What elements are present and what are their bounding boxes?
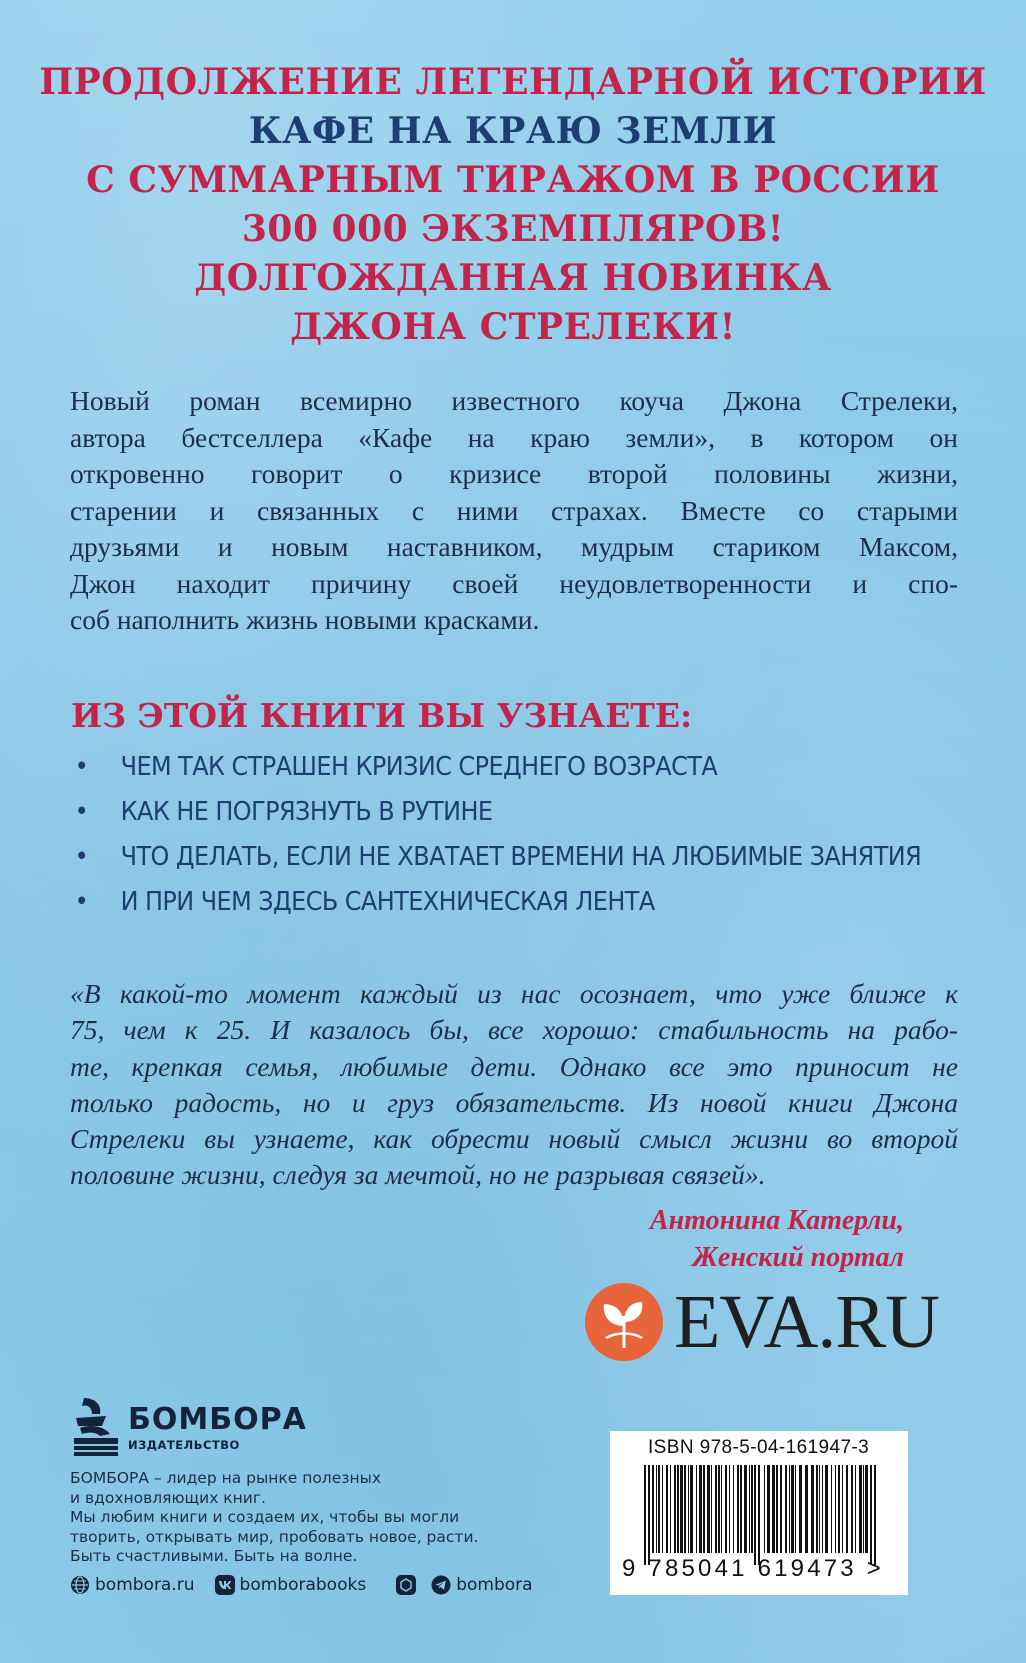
globe-icon	[70, 1575, 90, 1595]
barcode-bar	[785, 1465, 787, 1553]
barcode-bar	[703, 1465, 705, 1553]
bullet-icon: •	[74, 842, 89, 872]
barcode-bar	[652, 1465, 654, 1553]
learn-list	[70, 745, 970, 925]
bombora-wave-icon	[70, 1394, 122, 1458]
about-line: творить, открывать мир, пробовать новое, расти.	[70, 1527, 479, 1546]
barcode-bar	[680, 1465, 683, 1553]
barcode-bar	[725, 1465, 727, 1553]
barcode-bar	[696, 1465, 697, 1553]
barcode-bar	[749, 1465, 750, 1553]
review-author	[650, 1202, 904, 1276]
description-line: соб наполнить жизнь новыми красками.	[70, 604, 540, 635]
eva-ru-logo	[584, 1280, 939, 1364]
barcode-bar	[711, 1465, 712, 1553]
barcode-bar	[791, 1465, 794, 1553]
headline-line-4: 300 000 ЭКЗЕМПЛЯРОВ!	[241, 208, 785, 250]
barcode-bar	[767, 1465, 770, 1553]
barcode-bar	[690, 1465, 693, 1553]
about-line: и вдохновляющих книг.	[70, 1488, 266, 1507]
barcode-bar	[795, 1465, 796, 1553]
learn-title: ИЗ ЭТОЙ КНИГИ ВЫ УЗНАЕТЕ:	[71, 696, 693, 735]
description-line: откровенно говорит о кризисе второй половины жизни,	[70, 458, 958, 489]
about-line: БОМБОРА – лидер на рынке полезных	[70, 1469, 382, 1487]
barcode-bar	[805, 1465, 808, 1553]
barcode-bar	[851, 1465, 853, 1553]
barcode-bar	[835, 1465, 836, 1553]
barcode-bar	[718, 1465, 720, 1553]
barcode-bar	[865, 1465, 868, 1553]
headline-line-6: ДЖОНА СТРЕЛЕКИ!	[290, 306, 736, 348]
barcode-bar	[863, 1465, 864, 1553]
barcode-bar	[846, 1465, 848, 1553]
list-item: • КАК НЕ ПОГРЯЗНУТЬ В РУТИНЕ	[70, 790, 898, 835]
barcode-bar	[772, 1465, 775, 1553]
barcode-bar	[751, 1465, 753, 1553]
barcode-bar	[870, 1465, 872, 1565]
barcode-bar	[677, 1465, 679, 1553]
barcode-bar	[822, 1465, 823, 1553]
headline-line-1: ПРОДОЛЖЕНИЕ ЛЕГЕНДАРНОЙ ИСТОРИИ	[39, 61, 987, 103]
publisher-name: БОМБОРА	[128, 1402, 307, 1437]
barcode-bar	[684, 1465, 686, 1553]
website-label: bombora.ru	[95, 1575, 195, 1595]
messengers-label: bombora	[456, 1575, 533, 1595]
description-line: Джон находит причину своей неудовлетворенности и спо-	[70, 567, 958, 599]
description-line: старении и связанных с ними страхах. Вместе со старыми	[70, 494, 958, 526]
barcode-bar	[838, 1465, 840, 1553]
barcode-bar	[648, 1465, 650, 1565]
barcode-bar	[688, 1465, 689, 1553]
list-item: • И ПРИ ЧЕМ ЗДЕСЬ САНТЕХНИЧЕСКАЯ ЛЕНТА	[70, 880, 898, 925]
barcode	[636, 1465, 884, 1565]
headline-line-5: ДОЛГОЖДАННАЯ НОВИНКА	[194, 257, 832, 299]
list-item: • ЧЕМ ТАК СТРАШЕН КРИЗИС СРЕДНЕГО ВОЗРАСТА	[70, 745, 898, 790]
ean-digits: 9 785041 619473 >	[622, 1555, 884, 1582]
about-line: Мы любим книги и создаем их, чтобы вы могли	[70, 1508, 460, 1527]
bullet-icon: •	[74, 887, 89, 917]
barcode-bar	[825, 1465, 828, 1553]
messengers-icon	[386, 1575, 426, 1595]
barcode-bar	[855, 1465, 856, 1553]
barcode-bar	[842, 1465, 843, 1553]
barcode-bar	[831, 1465, 832, 1553]
quote-line: 75, чем к 25. И казалось бы, все хорошо: стабильность на рабо-	[70, 1014, 958, 1046]
barcode-bar	[740, 1465, 742, 1553]
barcode-bar	[670, 1465, 671, 1553]
quote-line: «В какой-то момент каждый из нас осознает, что уже ближе к	[70, 978, 958, 1009]
barcode-bar	[733, 1465, 734, 1553]
barcode-bar	[859, 1465, 862, 1553]
barcode-bar	[811, 1465, 814, 1553]
barcode-bar	[819, 1465, 820, 1553]
isbn-barcode-box	[610, 1431, 908, 1595]
publisher-logo	[70, 1394, 307, 1460]
social-link-messengers[interactable]	[386, 1575, 532, 1595]
barcode-bar	[764, 1465, 765, 1553]
barcode-bar	[644, 1465, 646, 1565]
description-line: друзьями и новым наставником, мудрым стариком Максом,	[70, 531, 958, 562]
quote-line: только радость, но и груз обязательств. Из новой книги Джона	[70, 1086, 958, 1118]
barcode-bar	[816, 1465, 818, 1553]
barcode-bar	[744, 1465, 747, 1553]
barcode-bar	[666, 1465, 668, 1553]
headline-line-3: С СУММАРНЫМ ТИРАЖОМ В РОССИИ	[86, 159, 940, 201]
author-source: Женский портал	[692, 1242, 904, 1273]
isbn-label: ISBN 978-5-04-161947-3	[648, 1437, 870, 1458]
barcode-bar	[721, 1465, 722, 1553]
eva-ru-text: EVA.RU	[674, 1280, 939, 1364]
quote-line: половине жизни, следуя за мечтой, но не разрывая связей».	[70, 1159, 766, 1191]
publisher-subtitle: ИЗДАТЕЛЬСТВО	[128, 1438, 240, 1452]
bullet-icon: •	[74, 797, 89, 827]
barcode-bar	[799, 1465, 802, 1553]
barcode-bar	[729, 1465, 730, 1553]
vk-label: bomborabooks	[239, 1575, 367, 1595]
barcode-bar	[658, 1465, 660, 1553]
quote-line: те, крепкая семья, любимые дети. Однако все это приносит не	[70, 1050, 958, 1082]
list-item: • ЧТО ДЕЛАТЬ, ЕСЛИ НЕ ХВАТАЕТ ВРЕМЕНИ НА ЛЮБИМЫЕ ЗАНЯТИЯ	[70, 835, 898, 880]
barcode-bar	[662, 1465, 663, 1553]
barcode-bar	[674, 1465, 676, 1553]
barcode-bar	[656, 1465, 657, 1553]
barcode-bar	[758, 1465, 760, 1565]
headline-line-2-book-title: КАФЕ НА КРАЮ ЗЕМЛИ	[248, 110, 778, 152]
barcode-bar	[715, 1465, 717, 1553]
book-description	[70, 383, 958, 639]
leaf-circle-icon	[584, 1282, 664, 1362]
author-name: Антонина Катерли,	[650, 1205, 904, 1236]
barcode-bar	[874, 1465, 876, 1565]
barcode-bar	[789, 1465, 790, 1553]
bullet-icon: •	[74, 752, 89, 782]
barcode-bar	[707, 1465, 710, 1553]
review-quote	[70, 976, 958, 1194]
headline	[0, 58, 1026, 352]
social-link-website[interactable]	[70, 1575, 195, 1595]
barcode-bar	[699, 1465, 702, 1553]
social-links	[70, 1573, 553, 1597]
barcode-bar	[754, 1465, 756, 1565]
description-line: Новый роман всемирно известного коуча Джона Стрелеки,	[70, 385, 958, 416]
vk-icon	[215, 1575, 235, 1595]
description-line: автора бестселлера «Кафе на краю земли», в котором он	[70, 421, 958, 453]
about-line: Быть счастливыми. Быть на волне.	[70, 1547, 358, 1566]
telegram-icon	[431, 1575, 451, 1595]
social-link-vk[interactable]	[215, 1575, 367, 1595]
barcode-bar	[776, 1465, 778, 1553]
publisher-about	[70, 1469, 510, 1567]
quote-line: Стрелеки вы узнаете, как обрести новый смысл жизни во второй	[70, 1123, 958, 1155]
barcode-bar	[780, 1465, 782, 1553]
barcode-bar	[737, 1465, 739, 1553]
